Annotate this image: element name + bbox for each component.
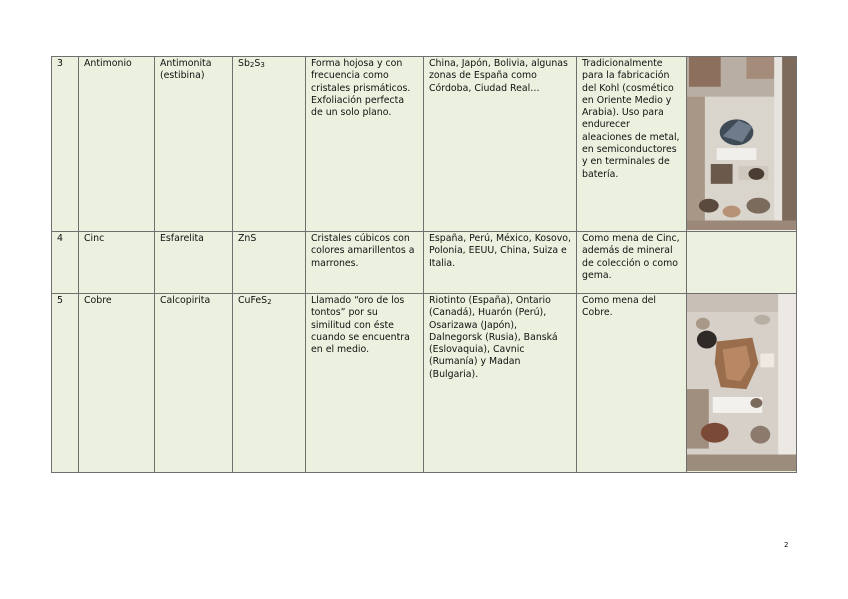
table-row — [52, 57, 797, 232]
antimonite-photo — [687, 57, 796, 230]
photo-cell-empty — [687, 232, 797, 294]
crystal-habit: Llamado “oro de los tontos” por su similitud con éste cuando se encuentra en el medio. — [306, 294, 424, 473]
locations: Riotinto (España), Ontario (Canadá), Huarón (Perú), Osarizawa (Japón), Dalnegorsk (Rusia), Banská (Eslovaquia), Cavnic (Rumanía) y Madan (Bulgaria). — [424, 294, 577, 473]
photo-cell — [687, 294, 797, 473]
uses: Tradicionalmente para la fabricación del Kohl (cosmético en Oriente Medio y Arabia). Uso para endurecer aleaciones de metal, en semiconductores y en terminales de batería. — [577, 57, 687, 232]
photo-cell — [687, 57, 797, 232]
uses: Como mena del Cobre. — [577, 294, 687, 473]
chalcopyrite-photo — [687, 294, 796, 471]
mineral-name: Esfarelita — [155, 232, 233, 294]
row-number: 4 — [52, 232, 79, 294]
locations: China, Japón, Bolivia, algunas zonas de España como Córdoba, Ciudad Real… — [424, 57, 577, 232]
element-name: Cinc — [79, 232, 155, 294]
chemical-formula: CuFeS$_2$ — [233, 294, 306, 473]
crystal-habit: Cristales cúbicos con colores amarillentos a marrones. — [306, 232, 424, 294]
crystal-habit: Forma hojosa y con frecuencia como cristales prismáticos. Exfoliación perfecta de un solo plano. — [306, 57, 424, 232]
table-row — [52, 232, 797, 294]
page-number: 2 — [784, 541, 789, 549]
locations: España, Perú, México, Kosovo, Polonia, EEUU, China, Suiza e Italia. — [424, 232, 577, 294]
element-name: Cobre — [79, 294, 155, 473]
chemical-formula: $Sb_2S_3$ — [233, 57, 306, 232]
row-number: 3 — [52, 57, 79, 232]
table-row — [52, 294, 797, 473]
uses: Como mena de Cinc, además de mineral de colección o como gema. — [577, 232, 687, 294]
row-number: 5 — [52, 294, 79, 473]
mineral-name: Antimonita (estibina) — [155, 57, 233, 232]
mineral-name: Calcopirita — [155, 294, 233, 473]
chemical-formula: ZnS — [233, 232, 306, 294]
minerals-table — [51, 56, 797, 473]
element-name: Antimonio — [79, 57, 155, 232]
